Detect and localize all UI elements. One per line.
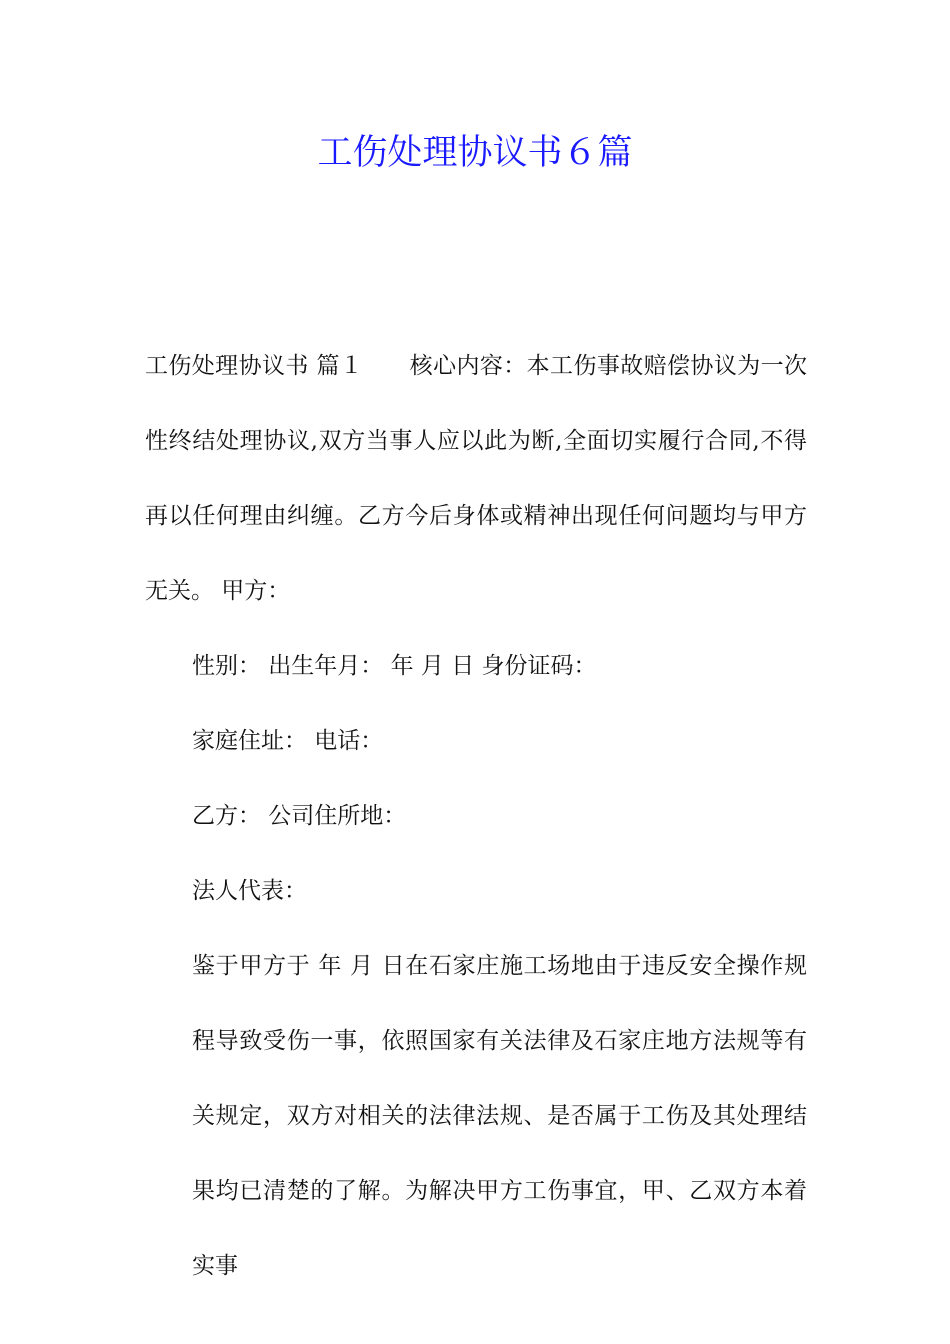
paragraph-1	[145, 329, 807, 629]
paragraph-5: 法人代表：	[192, 878, 307, 904]
paragraph-3: 家庭住址： 电话：	[192, 728, 384, 754]
document-title: 工伤处理协议书６篇	[317, 133, 633, 173]
paragraph-2: 性别： 出生年月： 年 月 日 身份证码：	[192, 653, 597, 679]
section-heading: 工伤处理协议书 篇１	[145, 353, 364, 379]
paragraph-4: 乙方： 公司住所地：	[192, 803, 407, 829]
document-body	[145, 329, 807, 1304]
paragraph-1-text: 核心内容：本工伤事故赔偿协议为一次性终结处理协议,双方当事人应以此为断,全面切实履行合同,不得再以任何理由纠缠。乙方今后身体或精神出现任何问题均与甲方无关。 甲方：	[145, 353, 808, 604]
paragraph-6: 鉴于甲方于 年 月 日在石家庄施工场地由于违反安全操作规程导致受伤一事，依照国家有关法律及石家庄地方法规等有关规定，双方对相关的法律法规、是否属于工伤及其处理结果均已清楚的了解。为解决甲方工伤事宜，甲、乙双方本着实事	[192, 953, 807, 1279]
